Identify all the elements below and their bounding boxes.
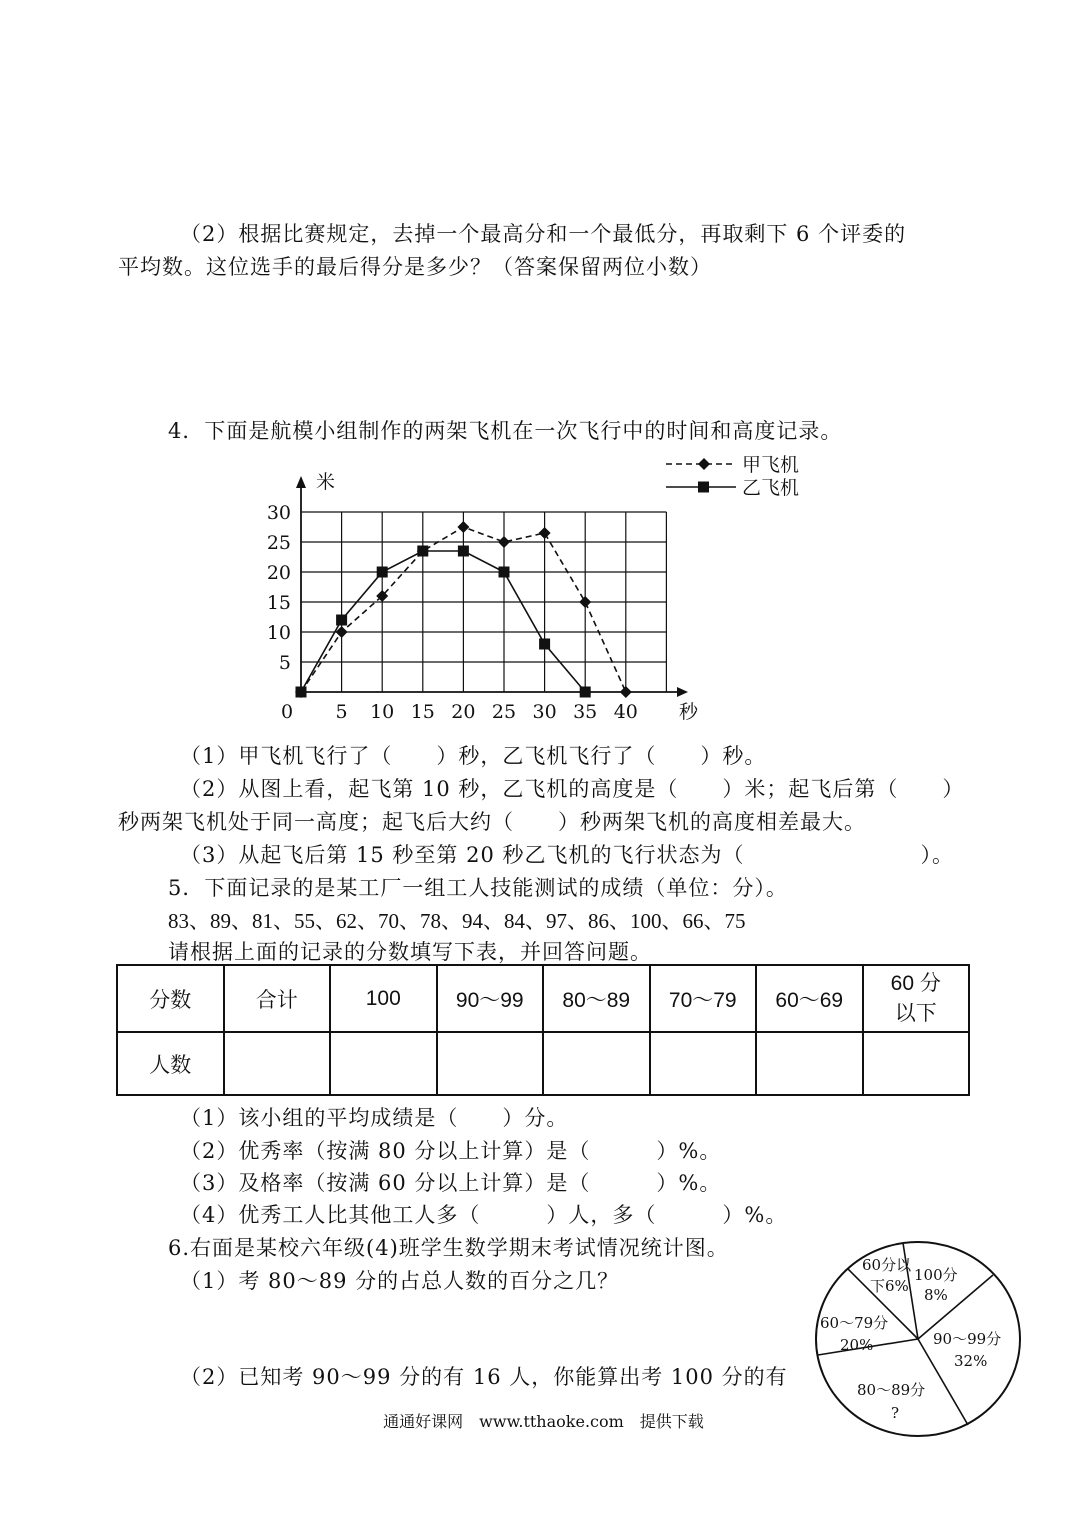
x-axis-arrow bbox=[677, 687, 688, 697]
count-cell-90-99[interactable] bbox=[437, 1032, 544, 1095]
pie-label-below60-b: 下6% bbox=[870, 1277, 909, 1295]
chart-labels bbox=[267, 471, 699, 723]
legend-marker-1 bbox=[698, 458, 710, 470]
x-tick-label: 30 bbox=[532, 701, 557, 723]
count-cell-80-89[interactable] bbox=[543, 1032, 650, 1095]
pie-label-90-99-a: 90～99分 bbox=[933, 1330, 1002, 1348]
series-1-point bbox=[539, 527, 551, 539]
y-tick-label: 20 bbox=[266, 562, 291, 584]
pie-label-100-b: 8% bbox=[924, 1286, 948, 1304]
series-2-point bbox=[458, 546, 469, 557]
count-cell-100[interactable] bbox=[330, 1032, 437, 1095]
pie-label-60-79-a: 60～79分 bbox=[820, 1314, 889, 1332]
x-tick-label: 0 bbox=[280, 701, 294, 723]
x-axis-label: 秒 bbox=[679, 701, 699, 723]
series-2-point bbox=[377, 567, 388, 578]
y-tick-label: 10 bbox=[266, 622, 291, 644]
q4-title: 4．下面是航模小组制作的两架飞机在一次飞行中的时间和高度记录。 bbox=[168, 419, 843, 443]
header-cell-90-99: 90～99 bbox=[437, 965, 544, 1032]
q4-part3: （3）从起飞后第 15 秒至第 20 秒乙飞机的飞行状态为（ ）。 bbox=[180, 843, 955, 867]
q5-part1: （1）该小组的平均成绩是（ ）分。 bbox=[180, 1106, 569, 1130]
x-tick-label: 25 bbox=[491, 701, 517, 723]
header-cell-total: 合计 bbox=[224, 965, 331, 1032]
y-tick-label: 30 bbox=[266, 502, 291, 524]
x-tick-label: 10 bbox=[370, 701, 395, 723]
series-2-point bbox=[336, 615, 347, 626]
q4-part2-line1: （2）从图上看，起飞第 10 秒，乙飞机的高度是（ ）米；起飞后第（ ） bbox=[180, 777, 965, 801]
flight-line-chart bbox=[250, 448, 800, 723]
pie-label-60-79-b: 20% bbox=[840, 1336, 874, 1354]
x-tick-label: 35 bbox=[573, 701, 598, 723]
y-tick-label: 15 bbox=[266, 592, 291, 614]
pie-label-below60-a: 60分以 bbox=[862, 1256, 912, 1274]
series-2-point bbox=[580, 687, 591, 698]
y-axis-label: 米 bbox=[316, 471, 336, 493]
y-tick-label: 5 bbox=[278, 652, 291, 674]
series-2-point bbox=[499, 567, 510, 578]
chart-axes bbox=[296, 476, 688, 697]
header-cell-80-89: 80～89 bbox=[543, 965, 650, 1032]
q5-part2: （2）优秀率（按满 80 分以上计算）是（ ）%。 bbox=[180, 1139, 722, 1163]
y-tick-label: 25 bbox=[266, 532, 291, 554]
series-1-point bbox=[498, 536, 510, 548]
series-2-point bbox=[417, 546, 428, 557]
count-cell-label: 人数 bbox=[117, 1032, 224, 1095]
header-cell-100: 100 bbox=[330, 965, 437, 1032]
series-2-point bbox=[539, 639, 550, 650]
q4-part2-line2: 秒两架飞机处于同一高度；起飞后大约（ ）秒两架飞机的高度相差最大。 bbox=[118, 810, 866, 834]
x-tick-label: 5 bbox=[335, 701, 348, 723]
q5-title: 5．下面记录的是某工厂一组工人技能测试的成绩（单位：分）。 bbox=[168, 876, 788, 900]
q5-scores: 83、89、81、55、62、70、78、94、84、97、86、100、66、75 bbox=[168, 909, 746, 933]
x-tick-label: 15 bbox=[410, 701, 435, 723]
q6-part2: （2）已知考 90～99 分的有 16 人，你能算出考 100 分的有 bbox=[180, 1365, 788, 1389]
q5-instruction: 请根据上面的记录的分数填写下表，并回答问题。 bbox=[168, 940, 652, 964]
header-cell-60-69: 60～69 bbox=[756, 965, 863, 1032]
legend-label-1: 甲飞机 bbox=[742, 454, 800, 476]
score-header-row bbox=[117, 965, 969, 1032]
pie-label-100-a: 100分 bbox=[914, 1266, 958, 1284]
header-cell-70-79: 70～79 bbox=[650, 965, 757, 1032]
q3-part2-line1: （2）根据比赛规定，去掉一个最高分和一个最低分，再取剩下 6 个评委的 bbox=[180, 222, 907, 246]
y-axis-arrow bbox=[296, 476, 306, 488]
series-1-point bbox=[579, 596, 591, 608]
header-cell-label: 分数 bbox=[117, 965, 224, 1032]
q4-part1: （1）甲飞机飞行了（ ）秒，乙飞机飞行了（ ）秒。 bbox=[180, 744, 767, 768]
series-1-point bbox=[620, 686, 632, 698]
series-1-point bbox=[457, 521, 469, 533]
q3-part2-line2: 平均数。这位选手的最后得分是多少？（答案保留两位小数） bbox=[118, 255, 712, 279]
q5-part3: （3）及格率（按满 60 分以上计算）是（ ）%。 bbox=[180, 1171, 722, 1195]
legend-marker-2 bbox=[698, 482, 709, 493]
score-table bbox=[116, 964, 970, 1096]
count-cell-70-79[interactable] bbox=[650, 1032, 757, 1095]
series-2-point bbox=[296, 687, 307, 698]
q6-part1: （1）考 80～89 分的占总人数的百分之几？ bbox=[180, 1269, 620, 1293]
pie-label-80-89-b: ? bbox=[891, 1404, 900, 1422]
q6-title: 6.右面是某校六年级(4)班学生数学期末考试情况统计图。 bbox=[168, 1236, 729, 1260]
legend-label-2: 乙飞机 bbox=[742, 477, 800, 499]
count-cell-below-60[interactable] bbox=[863, 1032, 970, 1095]
page-footer: 通通好课网 www.tthaoke.com 提供下载 bbox=[383, 1412, 704, 1431]
x-tick-label: 40 bbox=[613, 701, 638, 723]
q5-part4: （4）优秀工人比其他工人多（ ）人，多（ ）%。 bbox=[180, 1203, 788, 1227]
pie-label-90-99-b: 32% bbox=[954, 1352, 988, 1370]
header-cell-below-60: 60 分 以下 bbox=[863, 965, 970, 1032]
count-cell-total[interactable] bbox=[224, 1032, 331, 1095]
count-cell-60-69[interactable] bbox=[756, 1032, 863, 1095]
chart-legend bbox=[666, 454, 799, 499]
x-tick-label: 20 bbox=[451, 701, 476, 723]
score-count-row bbox=[117, 1032, 969, 1095]
pie-label-80-89-a: 80～89分 bbox=[857, 1381, 926, 1399]
exam-pie-chart bbox=[810, 1238, 1030, 1438]
